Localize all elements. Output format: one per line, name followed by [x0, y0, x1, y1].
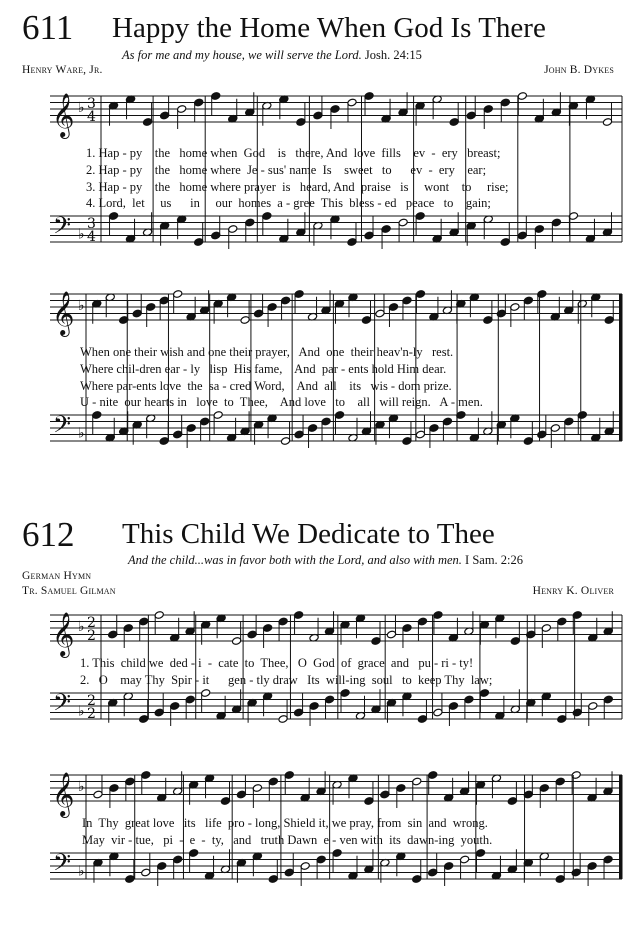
verse-line: 4. Lord, let us in our homes a - gree This bless - ed peace to gain; — [86, 196, 491, 210]
flat-icon: ♭ — [78, 100, 85, 116]
flat-icon: ♭ — [78, 779, 85, 795]
epigraph-text: And the child...was in favor both with the Lord, and also with men. — [128, 553, 462, 567]
bass-clef-icon: 𝄢 — [53, 688, 72, 722]
treble-clef-icon: 𝄞 — [52, 291, 75, 335]
time-signature-bottom: 4 — [87, 109, 96, 125]
flat-icon: ♭ — [78, 298, 85, 314]
text-author: German Hymn — [22, 570, 92, 582]
tune-composer: John B. Dykes — [544, 64, 614, 76]
verse-line: 2. O may Thy Spir - it gen - tly draw Its will-ing soul to keep Thy law; — [80, 673, 493, 687]
flat-icon: ♭ — [78, 863, 85, 880]
verse-line: 2. Hap - py the home where Je - sus' name Is sweet to ev - ery ear; — [86, 163, 487, 177]
time-signature-bottom: 2 — [87, 706, 96, 722]
epigraph-text: As for me and my house, we will serve the Lord. — [122, 48, 362, 62]
treble-clef-icon: 𝄞 — [52, 612, 75, 656]
flat-icon: ♭ — [78, 619, 85, 635]
verse-line: May vir - tue, pi - e - ty, and truth Dawn e - ven with its dawn-ing youth. — [82, 833, 493, 847]
flat-icon: ♭ — [78, 226, 85, 243]
final-bar — [619, 775, 622, 879]
verse-line: 1. Hap - py the home when God is there, And love fills ev - ery breast; — [86, 146, 501, 160]
hymn-title: This Child We Dedicate to Thee — [122, 518, 495, 550]
time-signature-bottom: 2 — [87, 628, 96, 644]
tune-composer: Henry K. Oliver — [532, 585, 614, 597]
time-signature-top: 2 — [87, 693, 96, 709]
treble-clef-icon: 𝄞 — [52, 772, 75, 816]
bass-clef-icon: 𝄢 — [53, 410, 72, 444]
text-author: Henry Ware, Jr. — [22, 64, 103, 76]
hymn-number: 612 — [22, 515, 75, 554]
time-signature-bottom: 4 — [87, 229, 96, 245]
verse-line: When one their wish and one their prayer, And one their heav'n-ly rest. — [80, 345, 454, 359]
verse-line: 1. This child we ded - i - cate to Thee, O God of grace and pu - ri - ty! — [80, 656, 474, 670]
epigraph-ref: Josh. 24:15 — [364, 48, 422, 62]
flat-icon: ♭ — [78, 703, 85, 720]
flat-icon: ♭ — [78, 425, 85, 442]
translator: Tr. Samuel Gilman — [22, 585, 116, 597]
time-signature-top: 3 — [87, 216, 96, 232]
verse-line: Where par-ents love the sa - cred Word, And all its wis - dom prize. — [80, 379, 452, 393]
bass-clef-icon: 𝄢 — [53, 848, 72, 882]
hymn-number: 611 — [22, 8, 74, 47]
verse-line: 3. Hap - py the home where prayer is heard, And praise is wont to rise; — [86, 180, 509, 194]
treble-clef-icon: 𝄞 — [52, 93, 75, 137]
final-bar — [619, 294, 622, 441]
verse-line: In Thy great love its life pro - long, Shield it, we pray, from sin and wrong. — [82, 816, 488, 830]
verse-line: Where chil-dren ear - ly lisp His fame, And par - ents hold Him dear. — [80, 362, 447, 376]
epigraph-ref: I Sam. 2:26 — [465, 553, 524, 567]
bass-clef-icon: 𝄢 — [53, 211, 72, 245]
verse-line: U - nite our hearts in love to Thee, And love to all will reign. A - men. — [80, 395, 483, 409]
time-signature-top: 2 — [87, 615, 96, 631]
time-signature-top: 3 — [87, 96, 96, 112]
hymn-title: Happy the Home When God Is There — [112, 12, 546, 44]
